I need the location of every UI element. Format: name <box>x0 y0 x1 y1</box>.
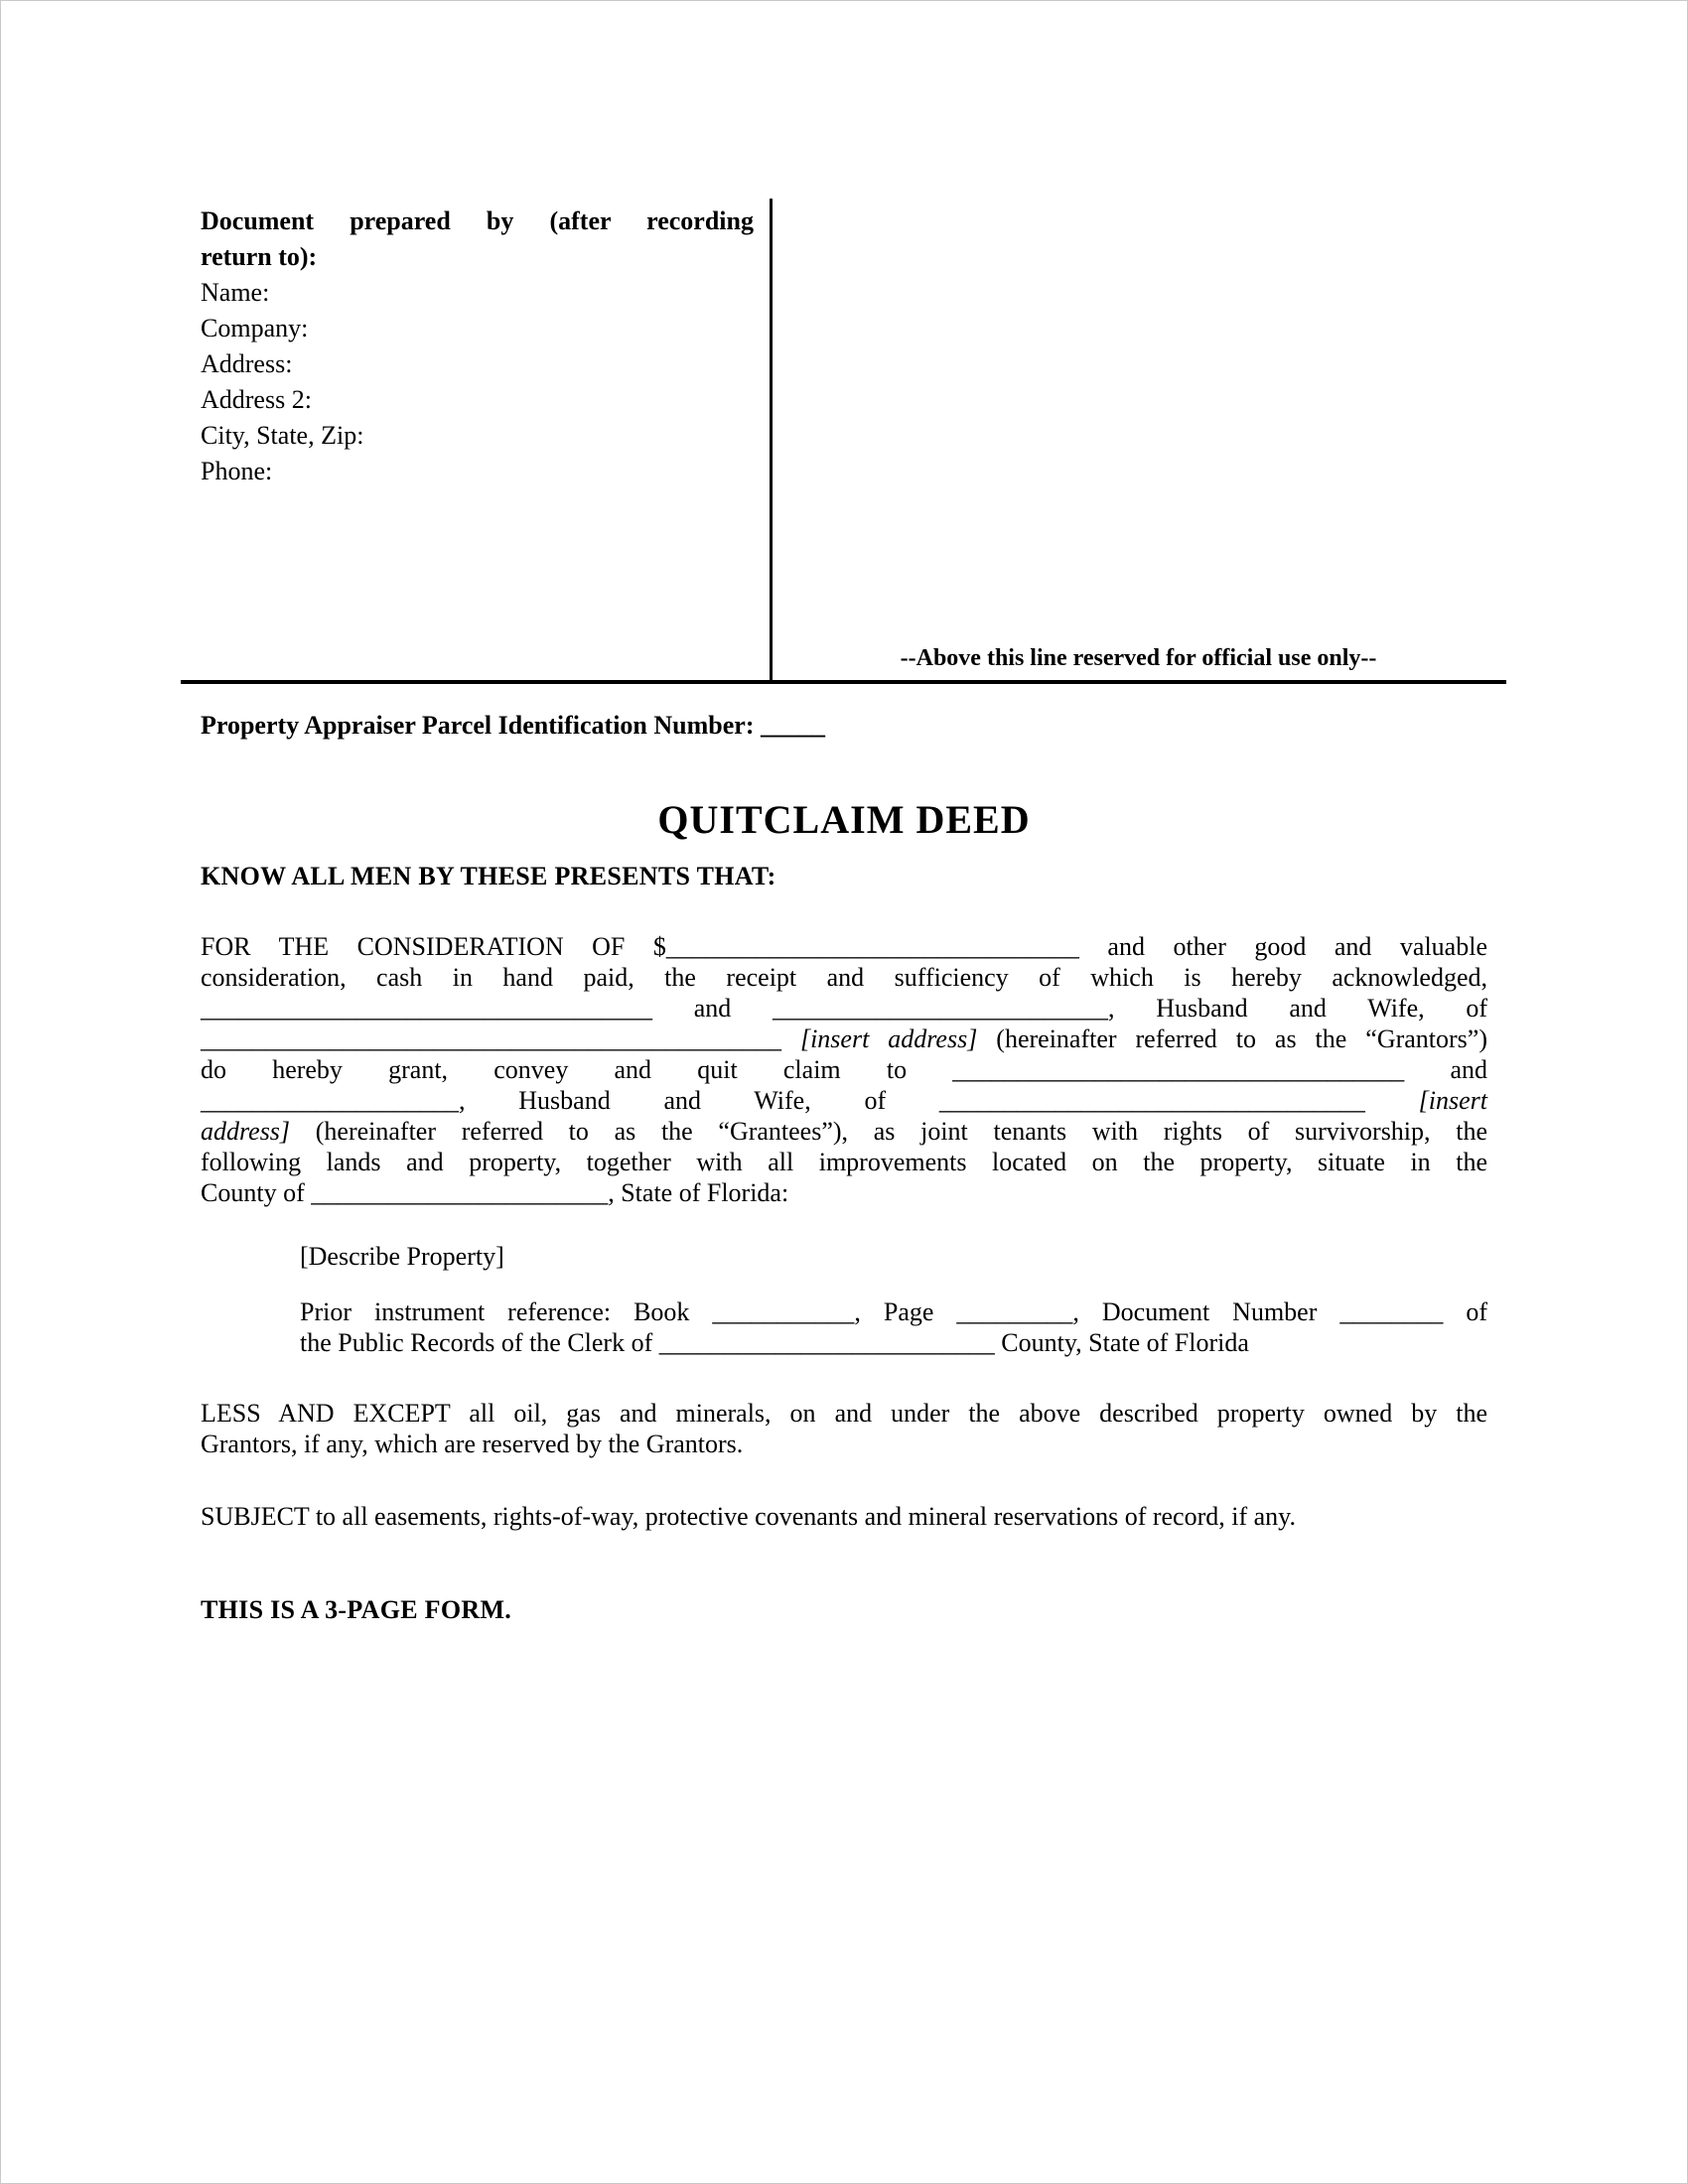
deed-line-8: following lands and property, together with all improvements located on the property, situate in the <box>201 1148 1487 1176</box>
insert-note-start: [insert <box>1418 1086 1487 1115</box>
prior-reference-line-1: Prior instrument reference: Book ___________, Page _________, Document Number ________ of <box>300 1297 1487 1326</box>
grantee-names-blank: ____________________, Husband and Wife, of _________________________________ <box>201 1086 1365 1115</box>
page-title: QUITCLAIM DEED <box>657 797 1031 842</box>
official-use-note: --Above this line reserved for official use only-- <box>900 645 1377 671</box>
presents-heading: KNOW ALL MEN BY THESE PRESENTS THAT: <box>201 862 776 890</box>
subject-clause: SUBJECT to all easements, rights-of-way, protective covenants and mineral reservations of record, if any. <box>201 1502 1296 1531</box>
deed-line-7 <box>201 1116 1487 1147</box>
parcel-id-blank: _____ <box>760 711 825 740</box>
parcel-id-line <box>201 710 1487 741</box>
prepared-by-field-city-state-zip: City, State, Zip: <box>201 421 364 450</box>
deed-line-9: County of _______________________, State of Florida: <box>201 1178 789 1207</box>
parcel-id-label: Property Appraiser Parcel Identification Number: <box>201 711 755 740</box>
insert-address-note: [insert address] <box>799 1024 978 1053</box>
deed-line-3: ___________________________________ and __________________________, Husband and Wife, of <box>201 994 1487 1023</box>
prepared-by-field-address: Address: <box>201 349 293 378</box>
deed-line-1: FOR THE CONSIDERATION OF $________________________________ and other good and valuable <box>201 932 1487 961</box>
vertical-divider <box>770 199 773 680</box>
prior-instrument-reference <box>300 1297 1487 1358</box>
grantors-clause: (hereinafter referred to as the “Grantors”) <box>996 1024 1487 1053</box>
less-except-line-2: Grantors, if any, which are reserved by the Grantors. <box>201 1430 744 1458</box>
grantees-clause: (hereinafter referred to as the “Grantees”), as joint tenants with rights of survivorship, the <box>315 1117 1487 1146</box>
prior-reference-line-2: the Public Records of the Clerk of __________________________ County, State of Florida <box>300 1328 1249 1357</box>
prepared-by-field-address2: Address 2: <box>201 385 312 414</box>
deed-line-5: do hereby grant, convey and quit claim to ___________________________________ and <box>201 1055 1487 1084</box>
page-count-note: THIS IS A 3-PAGE FORM. <box>201 1595 512 1624</box>
prepared-by-field-name: Name: <box>201 278 270 307</box>
deed-paragraph <box>201 931 1487 1208</box>
prepared-by-block <box>201 204 754 489</box>
grantor-address-blank: _____________________________________________ <box>201 1024 781 1053</box>
prepared-by-heading-line1: Document prepared by (after recording <box>201 206 754 235</box>
describe-property-placeholder: [Describe Property] <box>300 1242 504 1271</box>
horizontal-divider <box>181 680 1506 684</box>
less-and-except-clause <box>201 1398 1487 1459</box>
deed-line-4 <box>201 1024 1487 1054</box>
deed-line-6 <box>201 1085 1487 1116</box>
deed-line-2: consideration, cash in hand paid, the receipt and sufficiency of which is hereby acknowledged, <box>201 963 1487 992</box>
prepared-by-field-company: Company: <box>201 314 309 342</box>
prepared-by-field-phone: Phone: <box>201 457 273 485</box>
less-except-line-1: LESS AND EXCEPT all oil, gas and minerals, on and under the above described property owned by the <box>201 1399 1487 1428</box>
prepared-by-heading-line2: return to): <box>201 242 318 271</box>
insert-note-end: address] <box>201 1117 291 1146</box>
